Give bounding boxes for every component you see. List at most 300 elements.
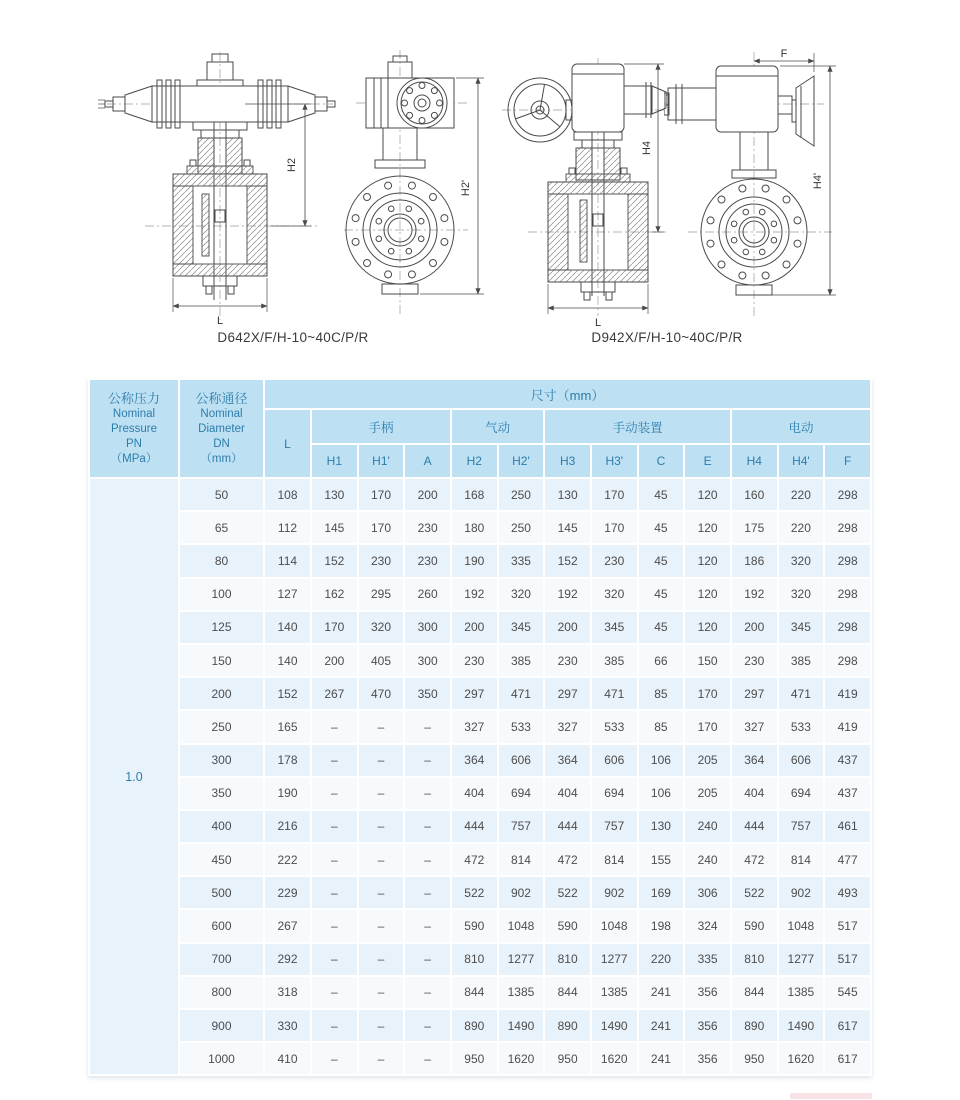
value-cell: 170: [591, 511, 638, 544]
value-cell: 606: [778, 744, 825, 777]
value-cell: –: [358, 976, 405, 1009]
value-cell: 606: [498, 744, 545, 777]
value-cell: 844: [544, 976, 591, 1009]
value-cell: 757: [591, 810, 638, 843]
value-cell: –: [404, 744, 451, 777]
dn-cell: 450: [179, 843, 264, 876]
dn-cell: 500: [179, 876, 264, 909]
value-cell: 297: [731, 677, 778, 710]
value-cell: 617: [824, 1009, 871, 1042]
value-cell: 205: [684, 744, 731, 777]
value-cell: 170: [358, 478, 405, 511]
value-cell: 241: [638, 1009, 685, 1042]
value-cell: 1385: [591, 976, 638, 1009]
value-cell: 205: [684, 777, 731, 810]
drawing-d942-side-view: [664, 48, 894, 340]
value-cell: 617: [824, 1042, 871, 1075]
value-cell: –: [311, 710, 358, 743]
header-col-H3-prime: H3': [591, 444, 638, 478]
header-dn-en1: Nominal: [200, 408, 243, 420]
value-cell: 230: [404, 511, 451, 544]
model-label-d942: D942X/F/H-10~40C/P/R: [591, 330, 743, 345]
value-cell: 120: [684, 578, 731, 611]
value-cell: 470: [358, 677, 405, 710]
dn-cell: 400: [179, 810, 264, 843]
value-cell: 461: [824, 810, 871, 843]
value-cell: 844: [451, 976, 498, 1009]
header-dn-en2: Diameter: [198, 423, 245, 435]
header-col-H2-prime: H2': [498, 444, 545, 478]
value-cell: 298: [824, 611, 871, 644]
value-cell: 810: [544, 943, 591, 976]
dn-cell: 50: [179, 478, 264, 511]
value-cell: 814: [778, 843, 825, 876]
value-cell: 1048: [778, 909, 825, 942]
table-row-dn-600: [89, 909, 871, 942]
value-cell: 318: [264, 976, 311, 1009]
value-cell: 230: [358, 544, 405, 577]
value-cell: 335: [498, 544, 545, 577]
value-cell: –: [311, 976, 358, 1009]
dim-label-l-right: L: [594, 317, 602, 329]
value-cell: 890: [544, 1009, 591, 1042]
value-cell: 1620: [778, 1042, 825, 1075]
value-cell: 404: [731, 777, 778, 810]
value-cell: 327: [451, 710, 498, 743]
value-cell: 152: [264, 677, 311, 710]
value-cell: 444: [451, 810, 498, 843]
model-label-d642: D642X/F/H-10~40C/P/R: [217, 330, 369, 345]
value-cell: 902: [591, 876, 638, 909]
value-cell: 45: [638, 611, 685, 644]
value-cell: 385: [498, 644, 545, 677]
header-pn-unit: （MPa）: [110, 453, 158, 465]
dn-cell: 350: [179, 777, 264, 810]
value-cell: 114: [264, 544, 311, 577]
value-cell: –: [404, 943, 451, 976]
value-cell: 168: [451, 478, 498, 511]
value-cell: 298: [824, 511, 871, 544]
value-cell: 890: [731, 1009, 778, 1042]
value-cell: 1490: [591, 1009, 638, 1042]
value-cell: 298: [824, 478, 871, 511]
value-cell: 517: [824, 943, 871, 976]
value-cell: 140: [264, 611, 311, 644]
value-cell: 533: [778, 710, 825, 743]
value-cell: 364: [731, 744, 778, 777]
value-cell: –: [404, 810, 451, 843]
value-cell: 493: [824, 876, 871, 909]
value-cell: 260: [404, 578, 451, 611]
value-cell: 250: [498, 478, 545, 511]
value-cell: 127: [264, 578, 311, 611]
value-cell: 327: [731, 710, 778, 743]
value-cell: 1620: [498, 1042, 545, 1075]
dim-label-h2: H2: [286, 157, 298, 173]
value-cell: –: [404, 1042, 451, 1075]
value-cell: 152: [544, 544, 591, 577]
table-row-dn-200: [89, 677, 871, 710]
value-cell: 190: [451, 544, 498, 577]
table-row-dn-65: [89, 511, 871, 544]
value-cell: –: [358, 876, 405, 909]
value-cell: –: [311, 810, 358, 843]
value-cell: 405: [358, 644, 405, 677]
header-col-H4-prime: H4': [778, 444, 825, 478]
header-nominal-pressure: [89, 379, 179, 478]
value-cell: 169: [638, 876, 685, 909]
value-cell: 120: [684, 544, 731, 577]
header-col-H1-prime: H1': [358, 444, 405, 478]
value-cell: 404: [451, 777, 498, 810]
value-cell: 145: [311, 511, 358, 544]
value-cell: 130: [311, 478, 358, 511]
header-dn-cn: 公称通径: [195, 391, 248, 406]
value-cell: 170: [684, 677, 731, 710]
value-cell: 152: [311, 544, 358, 577]
value-cell: 230: [544, 644, 591, 677]
value-cell: 1490: [498, 1009, 545, 1042]
value-cell: 240: [684, 843, 731, 876]
value-cell: 200: [451, 611, 498, 644]
value-cell: 814: [498, 843, 545, 876]
value-cell: 85: [638, 677, 685, 710]
value-cell: 267: [311, 677, 358, 710]
value-cell: 200: [544, 611, 591, 644]
value-cell: 250: [498, 511, 545, 544]
value-cell: 298: [824, 644, 871, 677]
drawing-d642-front-view: [95, 48, 345, 340]
header-col-H1: H1: [311, 444, 358, 478]
header-group-handle: 手柄: [311, 409, 451, 444]
value-cell: 241: [638, 976, 685, 1009]
value-cell: 410: [264, 1042, 311, 1075]
table-row-dn-250: [89, 710, 871, 743]
value-cell: 533: [498, 710, 545, 743]
value-cell: –: [404, 909, 451, 942]
value-cell: 477: [824, 843, 871, 876]
table-row-dn-50: [89, 478, 871, 511]
value-cell: 162: [311, 578, 358, 611]
value-cell: 230: [451, 644, 498, 677]
value-cell: –: [358, 843, 405, 876]
value-cell: 590: [451, 909, 498, 942]
value-cell: 267: [264, 909, 311, 942]
value-cell: 345: [591, 611, 638, 644]
dn-cell: 150: [179, 644, 264, 677]
value-cell: 295: [358, 578, 405, 611]
value-cell: 120: [684, 611, 731, 644]
value-cell: 1048: [591, 909, 638, 942]
value-cell: 145: [544, 511, 591, 544]
value-cell: 192: [544, 578, 591, 611]
value-cell: 192: [451, 578, 498, 611]
value-cell: 1277: [591, 943, 638, 976]
header-col-H4: H4: [731, 444, 778, 478]
value-cell: 419: [824, 677, 871, 710]
value-cell: 350: [404, 677, 451, 710]
table-row-dn-900: [89, 1009, 871, 1042]
value-cell: 170: [311, 611, 358, 644]
value-cell: 606: [591, 744, 638, 777]
header-group-pneumatic: 气动: [451, 409, 544, 444]
value-cell: –: [311, 843, 358, 876]
value-cell: 170: [591, 478, 638, 511]
table-row-dn-300: [89, 744, 871, 777]
value-cell: 545: [824, 976, 871, 1009]
value-cell: 298: [824, 544, 871, 577]
dn-cell: 200: [179, 677, 264, 710]
value-cell: 216: [264, 810, 311, 843]
value-cell: 66: [638, 644, 685, 677]
value-cell: 1277: [778, 943, 825, 976]
value-cell: 472: [544, 843, 591, 876]
dn-cell: 65: [179, 511, 264, 544]
value-cell: 320: [591, 578, 638, 611]
dn-cell: 800: [179, 976, 264, 1009]
value-cell: 694: [591, 777, 638, 810]
value-cell: –: [311, 876, 358, 909]
table-row-dn-350: [89, 777, 871, 810]
value-cell: –: [358, 1009, 405, 1042]
table-row-dn-100: [89, 578, 871, 611]
value-cell: 694: [498, 777, 545, 810]
header-pn-en1: Nominal: [112, 408, 156, 420]
table-row-dn-400: [89, 810, 871, 843]
header-col-A: A: [404, 444, 451, 478]
value-cell: 229: [264, 876, 311, 909]
value-cell: –: [404, 843, 451, 876]
value-cell: 356: [684, 1009, 731, 1042]
value-cell: 327: [544, 710, 591, 743]
dim-label-l-left: L: [216, 315, 224, 327]
value-cell: 200: [404, 478, 451, 511]
header-group-manual-gear: 手动装置: [544, 409, 731, 444]
value-cell: 230: [731, 644, 778, 677]
dn-cell: 250: [179, 710, 264, 743]
value-cell: 230: [404, 544, 451, 577]
value-cell: 1490: [778, 1009, 825, 1042]
value-cell: 472: [731, 843, 778, 876]
value-cell: 155: [638, 843, 685, 876]
value-cell: –: [404, 976, 451, 1009]
value-cell: 45: [638, 478, 685, 511]
value-cell: –: [358, 777, 405, 810]
value-cell: 160: [731, 478, 778, 511]
value-cell: 320: [498, 578, 545, 611]
value-cell: 45: [638, 544, 685, 577]
value-cell: 298: [824, 578, 871, 611]
value-cell: –: [311, 943, 358, 976]
header-dn-en3: DN: [213, 438, 230, 450]
value-cell: 220: [638, 943, 685, 976]
value-cell: –: [404, 1009, 451, 1042]
value-cell: –: [311, 744, 358, 777]
dn-cell: 900: [179, 1009, 264, 1042]
value-cell: 385: [591, 644, 638, 677]
table-row-dn-700: [89, 943, 871, 976]
table-row-dn-80: [89, 544, 871, 577]
header-pn-en3: PN: [126, 438, 142, 450]
value-cell: 522: [544, 876, 591, 909]
value-cell: 810: [451, 943, 498, 976]
dn-cell: 1000: [179, 1042, 264, 1075]
value-cell: 517: [824, 909, 871, 942]
value-cell: 950: [451, 1042, 498, 1075]
value-cell: –: [311, 909, 358, 942]
value-cell: 220: [778, 511, 825, 544]
value-cell: 356: [684, 1042, 731, 1075]
value-cell: 419: [824, 710, 871, 743]
value-cell: 186: [731, 544, 778, 577]
table-row-dn-125: [89, 611, 871, 644]
header-col-E: E: [684, 444, 731, 478]
value-cell: 814: [591, 843, 638, 876]
table-row-dn-150: [89, 644, 871, 677]
value-cell: 345: [778, 611, 825, 644]
value-cell: 1385: [498, 976, 545, 1009]
value-cell: –: [404, 777, 451, 810]
value-cell: 240: [684, 810, 731, 843]
dimensions-table: [88, 378, 872, 1076]
value-cell: 140: [264, 644, 311, 677]
value-cell: 890: [451, 1009, 498, 1042]
value-cell: 590: [731, 909, 778, 942]
dn-cell: 100: [179, 578, 264, 611]
value-cell: 85: [638, 710, 685, 743]
value-cell: 757: [498, 810, 545, 843]
header-pn-en2: Pressure: [110, 423, 158, 435]
dim-label-h2-prime: H2': [460, 179, 472, 197]
value-cell: 45: [638, 511, 685, 544]
value-cell: –: [311, 1009, 358, 1042]
value-cell: 198: [638, 909, 685, 942]
value-cell: 404: [544, 777, 591, 810]
header-col-H2: H2: [451, 444, 498, 478]
value-cell: 230: [591, 544, 638, 577]
value-cell: –: [311, 1042, 358, 1075]
value-cell: 444: [544, 810, 591, 843]
value-cell: 522: [731, 876, 778, 909]
table-row-dn-1000: [89, 1042, 871, 1075]
value-cell: 902: [778, 876, 825, 909]
value-cell: 437: [824, 777, 871, 810]
dn-cell: 700: [179, 943, 264, 976]
value-cell: 345: [498, 611, 545, 644]
value-cell: 106: [638, 744, 685, 777]
value-cell: 522: [451, 876, 498, 909]
value-cell: 364: [544, 744, 591, 777]
value-cell: 320: [778, 544, 825, 577]
table-row-dn-450: [89, 843, 871, 876]
value-cell: 106: [638, 777, 685, 810]
header-nominal-diameter: [179, 379, 264, 478]
value-cell: 150: [684, 644, 731, 677]
value-cell: 306: [684, 876, 731, 909]
value-cell: 130: [544, 478, 591, 511]
dim-label-f: F: [780, 48, 788, 60]
value-cell: 300: [404, 644, 451, 677]
value-cell: –: [358, 943, 405, 976]
value-cell: –: [358, 1042, 405, 1075]
value-cell: 297: [451, 677, 498, 710]
value-cell: 1385: [778, 976, 825, 1009]
value-cell: 694: [778, 777, 825, 810]
value-cell: 320: [778, 578, 825, 611]
value-cell: 320: [358, 611, 405, 644]
value-cell: 1277: [498, 943, 545, 976]
value-cell: 1048: [498, 909, 545, 942]
value-cell: –: [358, 909, 405, 942]
value-cell: 178: [264, 744, 311, 777]
value-cell: 330: [264, 1009, 311, 1042]
value-cell: 324: [684, 909, 731, 942]
value-cell: 757: [778, 810, 825, 843]
value-cell: 356: [684, 976, 731, 1009]
value-cell: 241: [638, 1042, 685, 1075]
value-cell: –: [358, 810, 405, 843]
table-row-dn-500: [89, 876, 871, 909]
value-cell: 444: [731, 810, 778, 843]
value-cell: 120: [684, 511, 731, 544]
value-cell: 170: [684, 710, 731, 743]
table-header-row-top: [89, 379, 871, 409]
table-row-dn-800: [89, 976, 871, 1009]
watermark: [790, 1093, 872, 1099]
value-cell: 844: [731, 976, 778, 1009]
header-col-C: C: [638, 444, 685, 478]
header-group-electric: 电动: [731, 409, 871, 444]
value-cell: 364: [451, 744, 498, 777]
value-cell: 471: [498, 677, 545, 710]
value-cell: 192: [731, 578, 778, 611]
value-cell: 165: [264, 710, 311, 743]
value-cell: 590: [544, 909, 591, 942]
header-dn-unit: （mm）: [200, 453, 243, 465]
value-cell: 112: [264, 511, 311, 544]
dn-cell: 80: [179, 544, 264, 577]
value-cell: –: [404, 710, 451, 743]
value-cell: 300: [404, 611, 451, 644]
value-cell: 120: [684, 478, 731, 511]
value-cell: 190: [264, 777, 311, 810]
value-cell: 471: [591, 677, 638, 710]
value-cell: –: [404, 876, 451, 909]
value-cell: 108: [264, 478, 311, 511]
header-col-F: F: [824, 444, 871, 478]
value-cell: 810: [731, 943, 778, 976]
value-cell: –: [311, 777, 358, 810]
drawing-d642-side-view: [338, 48, 496, 340]
header-col-H3: H3: [544, 444, 591, 478]
value-cell: 471: [778, 677, 825, 710]
value-cell: 385: [778, 644, 825, 677]
value-cell: 220: [778, 478, 825, 511]
header-col-L: L: [264, 409, 311, 478]
value-cell: 335: [684, 943, 731, 976]
value-cell: 170: [358, 511, 405, 544]
value-cell: 533: [591, 710, 638, 743]
value-cell: 297: [544, 677, 591, 710]
value-cell: –: [358, 744, 405, 777]
value-cell: 200: [311, 644, 358, 677]
dn-cell: 125: [179, 611, 264, 644]
dim-label-h4-prime: H4': [812, 172, 824, 190]
dn-cell: 300: [179, 744, 264, 777]
value-cell: 950: [544, 1042, 591, 1075]
pn-value-cell: 1.0: [89, 478, 179, 1075]
value-cell: 950: [731, 1042, 778, 1075]
